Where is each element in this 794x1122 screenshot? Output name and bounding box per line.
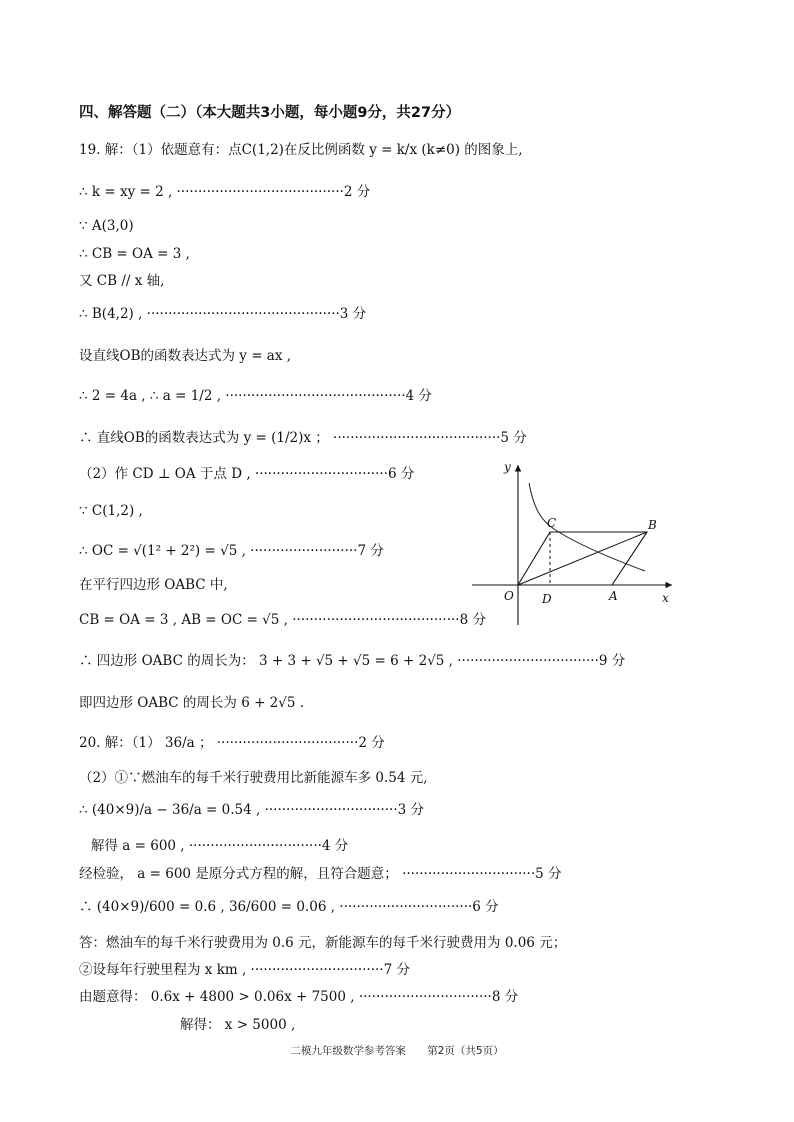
- footer-page: 第2页（共5页）: [427, 1045, 504, 1057]
- page-footer: [0, 1043, 794, 1058]
- diagonal-ob: [518, 532, 647, 585]
- label-b: B: [648, 518, 657, 532]
- answer-line: （2）作 CD ⊥ OA 于点 D , ·······························6 分: [79, 466, 415, 482]
- label-c: C: [547, 516, 557, 530]
- label-x: x: [662, 591, 669, 605]
- answer-line: 19. 解：（1）依题意有：点C(1,2)在反比例函数 y = k/x (k≠0) 的图象上,: [79, 142, 523, 158]
- label-d: D: [542, 592, 552, 606]
- answer-line: ∴ (40×9)/600 = 0.6 , 36/600 = 0.06 , ·······························6 分: [79, 899, 499, 915]
- answer-line: 20. 解：（1） 36/a ； ·································2 分: [79, 735, 385, 751]
- answer-line: 在平行四边形 OABC 中,: [79, 577, 228, 593]
- answer-line: ∴ k = xy = 2 , ·······································2 分: [79, 184, 371, 200]
- parallelogram-figure: [462, 455, 687, 630]
- answer-line: ∴ B(4,2) , ·············································3 分: [79, 306, 367, 322]
- answer-line: 设直线OB的函数表达式为 y = ax ,: [79, 348, 292, 364]
- answer-line: 又 CB // x 轴,: [79, 273, 165, 289]
- answer-line: ∴ CB = OA = 3 ,: [79, 246, 190, 262]
- answer-line: 即四边形 OABC 的周长为 6 + 2√5 .: [79, 695, 305, 711]
- answer-line: ∴ 2 = 4a , ∴ a = 1/2 , ··········································4 分: [79, 388, 432, 404]
- label-y: y: [504, 460, 511, 474]
- answer-line: 解得 a = 600 , ·······························4 分: [91, 838, 349, 854]
- answer-line: （2）①∵燃油车的每千米行驶费用比新能源车多 0.54 元,: [79, 770, 428, 786]
- answer-line: ②设每年行驶里程为 x km , ·······························7 分: [79, 962, 410, 978]
- label-a: A: [609, 589, 618, 603]
- answer-line: 解得： x > 5000 ,: [180, 1017, 296, 1033]
- answer-line: 由题意得： 0.6x + 4800 > 0.06x + 7500 , ·······························8 分: [79, 989, 519, 1005]
- footer-title: 二模九年级数学参考答案: [290, 1045, 406, 1057]
- answer-line: ∴ OC = √(1² + 2²) = √5 , ·························7 分: [79, 543, 384, 559]
- answer-line: ∴ 直线OB的函数表达式为 y = (1/2)x ； ·······································5 分: [79, 430, 527, 446]
- answer-line: ∵ C(1,2) ,: [79, 503, 143, 519]
- answer-line: ∵ A(3,0): [79, 218, 134, 234]
- answer-line: 经检验， a = 600 是原分式方程的解，且符合题意； ·······························5 分: [79, 866, 562, 882]
- answer-line: ∴ (40×9)/a − 36/a = 0.54 , ·······························3 分: [79, 802, 424, 818]
- answer-line: 答：燃油车的每千米行驶费用为 0.6 元，新能源车的每千米行驶费用为 0.06 元；: [79, 935, 567, 951]
- answer-line: CB = OA = 3 , AB = OC = √5 , ·······································8 分: [79, 612, 486, 628]
- label-o: O: [504, 589, 514, 603]
- answer-line: ∴ 四边形 OABC 的周长为： 3 + 3 + √5 + √5 = 6 + 2√5 , ·································9 分: [79, 653, 626, 669]
- section-heading: 四、解答题（二）（本大题共3小题，每小题9分，共27分）: [79, 105, 461, 121]
